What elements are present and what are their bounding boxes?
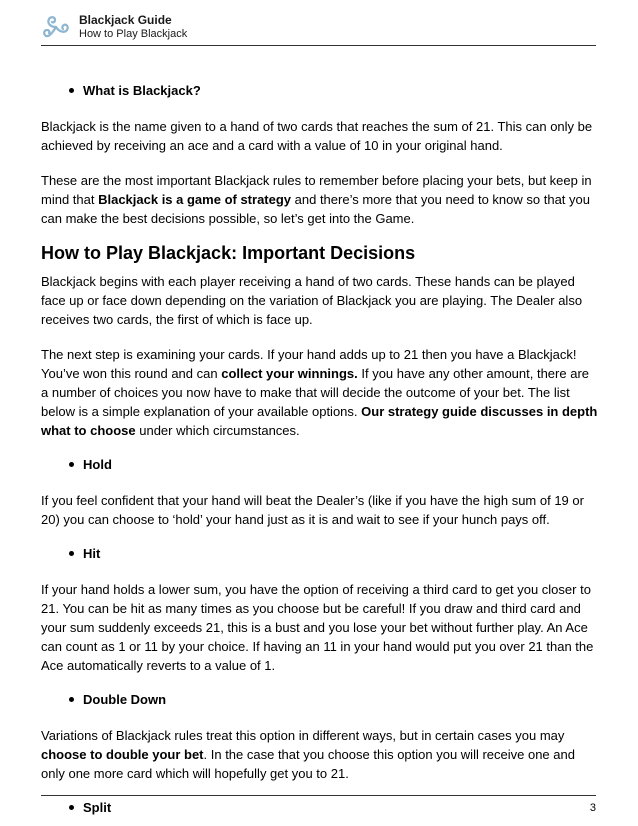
header-title: Blackjack Guide — [79, 13, 172, 27]
text-run: under which circumstances. — [135, 423, 300, 438]
paragraph-hit: If your hand holds a lower sum, you have the option of receiving a third card to get you closer to 21. You can be hit as many times as you choose but be careful! If you draw and third card and your sum suddenly exceeds 21, this is a bust and you lose your bet without further play. An Ace can count as 1 or 11 by your choice. If having an 11 in your hand would put you over 21 than the Ace automatically reverts to a value of 1. — [41, 582, 594, 673]
paragraph-next-step — [41, 345, 599, 440]
paragraph-definition: Blackjack is the name given to a hand of two cards that reaches the sum of 21. This can only be achieved by receiving an ace and a card with a value of 10 in your original hand. — [41, 119, 593, 153]
bullet-label: Split — [83, 800, 112, 815]
bullet-dot — [69, 88, 74, 93]
bullet-split — [69, 798, 599, 817]
bullet-dot — [69, 462, 74, 467]
bold-text: Our strategy guide discusses in depth what to choose — [41, 404, 598, 438]
bullet-double-down — [69, 690, 599, 709]
bullet-dot — [69, 697, 74, 702]
paragraph-hold: If you feel confident that your hand will beat the Dealer’s (like if you have the high sum of 19 or 20) you can choose to ‘hold’ your hand just as it is and wait to see if your hunch pays off. — [41, 493, 584, 527]
bullet-label: Double Down — [83, 692, 167, 707]
bullet-hit — [69, 544, 599, 563]
bullet-label: Hit — [83, 546, 101, 561]
text-run: Variations of Blackjack rules treat this option in different ways, but in certain cases you may — [41, 728, 565, 743]
bullet-dot — [69, 551, 74, 556]
paragraph-begin: Blackjack begins with each player receiving a hand of two cards. These hands can be played face up or face down depending on the variation of Blackjack you are playing. The Dealer also receives two cards, the first of which is face up. — [41, 274, 583, 327]
text-run: These are the most important Blackjack rules to remember before placing your bets, but keep in mind that — [41, 173, 592, 207]
bullet-what-is-blackjack — [69, 81, 599, 100]
bold-text: choose to double your bet — [41, 747, 204, 762]
text-run: and there’s more that you need to know so that you can make the best decisions possible, so let’s get into the Game. — [41, 192, 590, 226]
bullet-hold — [69, 455, 599, 474]
paragraph-rules — [41, 171, 599, 228]
page-number: 3 — [589, 802, 596, 814]
bullet-dot — [69, 805, 74, 810]
page-header — [41, 10, 596, 46]
bold-text: Blackjack is a game of strategy — [98, 192, 292, 207]
triskelion-icon — [41, 13, 71, 43]
header-subtitle: How to Play Blackjack — [79, 28, 188, 40]
text-run: . In the case that you choose this option you will receive one and only one more card which will hopefully get you to 21. — [41, 747, 575, 781]
bold-text: collect your winnings. — [221, 366, 358, 381]
text-run: The next step is examining your cards. If your hand adds up to 21 then you have a Blackjack! You’ve won this round and can — [41, 347, 577, 381]
bullet-label: Hold — [83, 457, 112, 472]
text-run: If you have any other amount, there are a number of choices you now have to make that will decide the outcome of your bet. The list below is a simple explanation of your available options. — [41, 366, 590, 419]
section-heading: How to Play Blackjack: Important Decisions — [41, 243, 416, 263]
paragraph-double-down — [41, 726, 599, 783]
bullet-label: What is Blackjack? — [83, 83, 201, 98]
page-body — [41, 81, 599, 817]
